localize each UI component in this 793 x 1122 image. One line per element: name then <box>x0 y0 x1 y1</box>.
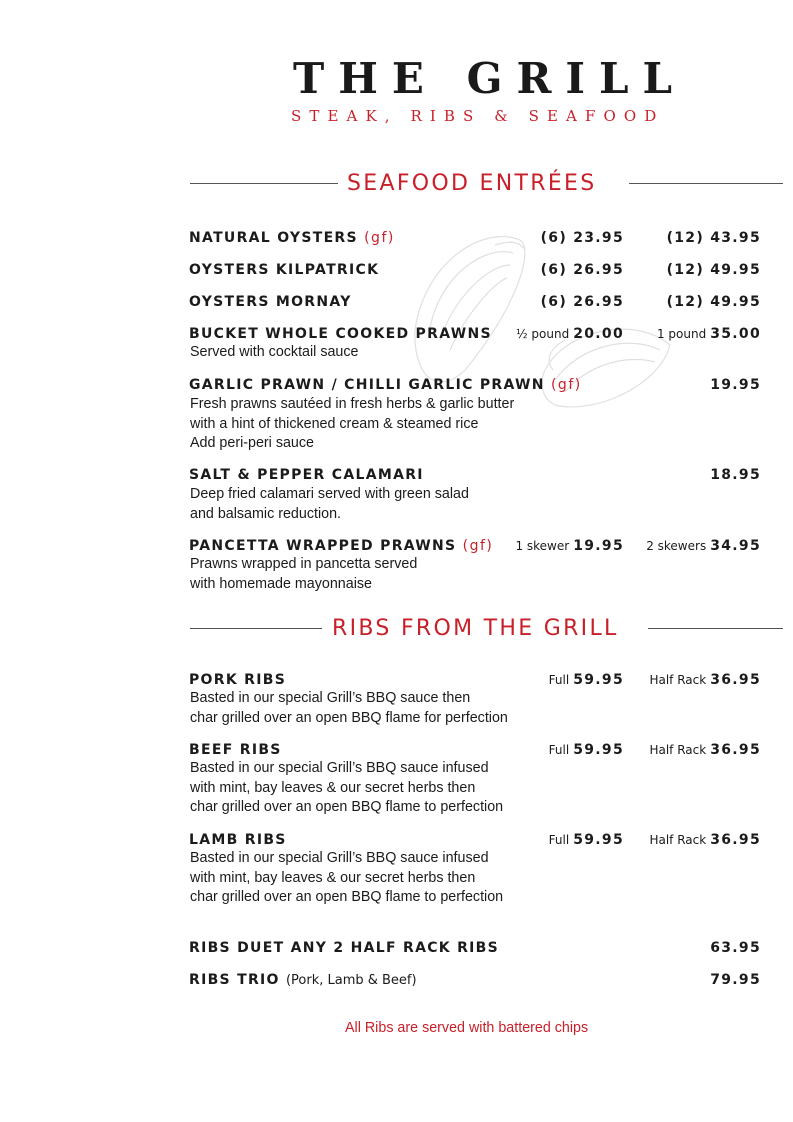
price-size-label: Half Rack <box>649 743 707 757</box>
gluten-free-tag: (gf) <box>364 230 395 246</box>
price-size-label: Full <box>548 743 570 757</box>
item-price-small: (6) 26.95 <box>540 294 624 310</box>
item-description: Add peri-peri sauce <box>190 435 314 451</box>
item-name: PORK RIBS <box>189 672 287 688</box>
item-description: Basted in our special Grill’s BBQ sauce infused <box>190 850 489 866</box>
item-price-large: (12) 43.95 <box>666 230 761 246</box>
item-name: SALT & PEPPER CALAMARI <box>189 467 424 483</box>
item-description: with a hint of thickened cream & steamed rice <box>190 415 479 432</box>
item-description: with mint, bay leaves & our secret herbs then <box>190 869 476 886</box>
combo-name: RIBS TRIO <box>189 972 280 988</box>
ribs-section-heading <box>0 614 793 644</box>
heading-rule-left <box>190 628 322 629</box>
price-size-label: Half Rack <box>649 673 707 687</box>
heading-rule-left <box>190 183 338 184</box>
item-name: OYSTERS KILPATRICK <box>189 262 380 278</box>
item-price-full: 59.95 <box>573 672 624 688</box>
item-price-half: 36.95 <box>710 832 761 848</box>
price-size-label: 1 skewer <box>515 539 570 553</box>
price-size-label: 1 pound <box>656 327 707 341</box>
item-name: PANCETTA WRAPPED PRAWNS <box>189 538 457 554</box>
ribs-heading-label: RIBS FROM THE GRILL <box>332 616 619 641</box>
item-price: 19.95 <box>710 377 761 393</box>
item-price-half: 36.95 <box>710 672 761 688</box>
price-size-label: Full <box>548 833 570 847</box>
item-price-large: (12) 49.95 <box>666 294 761 310</box>
item-name: BEEF RIBS <box>189 742 282 758</box>
item-price-small: (6) 23.95 <box>540 230 624 246</box>
item-price-half: 36.95 <box>710 742 761 758</box>
price-size-label: 2 skewers <box>646 539 707 553</box>
ribs-footer-note: All Ribs are served with battered chips <box>345 1020 589 1036</box>
price-size-label: Full <box>548 673 570 687</box>
item-description: Basted in our special Grill’s BBQ sauce infused <box>190 760 489 776</box>
item-price-small: 19.95 <box>573 538 624 554</box>
item-name: BUCKET WHOLE COOKED PRAWNS <box>189 326 492 342</box>
combo-name: RIBS DUET ANY 2 HALF RACK RIBS <box>189 940 500 956</box>
combo-price: 63.95 <box>710 940 761 956</box>
brand-subtitle: STEAK, RIBS & SEAFOOD <box>291 107 665 125</box>
item-description: char grilled over an open BBQ flame to perfection <box>190 889 504 905</box>
item-name: OYSTERS MORNAY <box>189 294 352 310</box>
gluten-free-tag: (gf) <box>550 377 582 393</box>
brand-title: THE GRILL <box>293 54 687 103</box>
item-price-small: 20.00 <box>573 326 624 342</box>
seafood-section-heading <box>0 169 793 199</box>
item-price-full: 59.95 <box>573 742 624 758</box>
item-price: 18.95 <box>710 467 761 483</box>
item-name: NATURAL OYSTERS <box>189 230 358 246</box>
item-description: and balsamic reduction. <box>190 505 341 522</box>
gluten-free-tag: (gf) <box>462 538 494 554</box>
item-name: LAMB RIBS <box>189 832 287 848</box>
price-size-label: Half Rack <box>649 833 707 847</box>
item-description: char grilled over an open BBQ flame to perfection <box>190 799 504 815</box>
item-description: char grilled over an open BBQ flame for perfection <box>190 709 508 726</box>
item-description: with mint, bay leaves & our secret herbs then <box>190 779 476 796</box>
heading-rule-right <box>648 628 783 629</box>
item-price-small: (6) 26.95 <box>540 262 624 278</box>
seafood-heading-label: SEAFOOD ENTRÉES <box>347 171 597 196</box>
item-price-large: 35.00 <box>710 326 761 342</box>
combo-price: 79.95 <box>710 972 761 988</box>
heading-rule-right <box>629 183 783 184</box>
item-description: with homemade mayonnaise <box>190 575 372 592</box>
item-price-large: 34.95 <box>710 538 761 554</box>
price-size-label: ½ pound <box>515 327 570 341</box>
item-price-full: 59.95 <box>573 832 624 848</box>
item-description: Deep fried calamari served with green salad <box>190 486 469 502</box>
item-name: GARLIC PRAWN / CHILLI GARLIC PRAWN <box>189 377 545 393</box>
item-price-large: (12) 49.95 <box>666 262 761 278</box>
item-description: Basted in our special Grill’s BBQ sauce then <box>190 690 471 706</box>
item-description: Served with cocktail sauce <box>190 344 359 360</box>
item-description: Fresh prawns sautéed in fresh herbs & garlic butter <box>190 396 515 412</box>
combo-note: (Pork, Lamb & Beef) <box>285 973 417 988</box>
item-description: Prawns wrapped in pancetta served <box>190 556 418 572</box>
